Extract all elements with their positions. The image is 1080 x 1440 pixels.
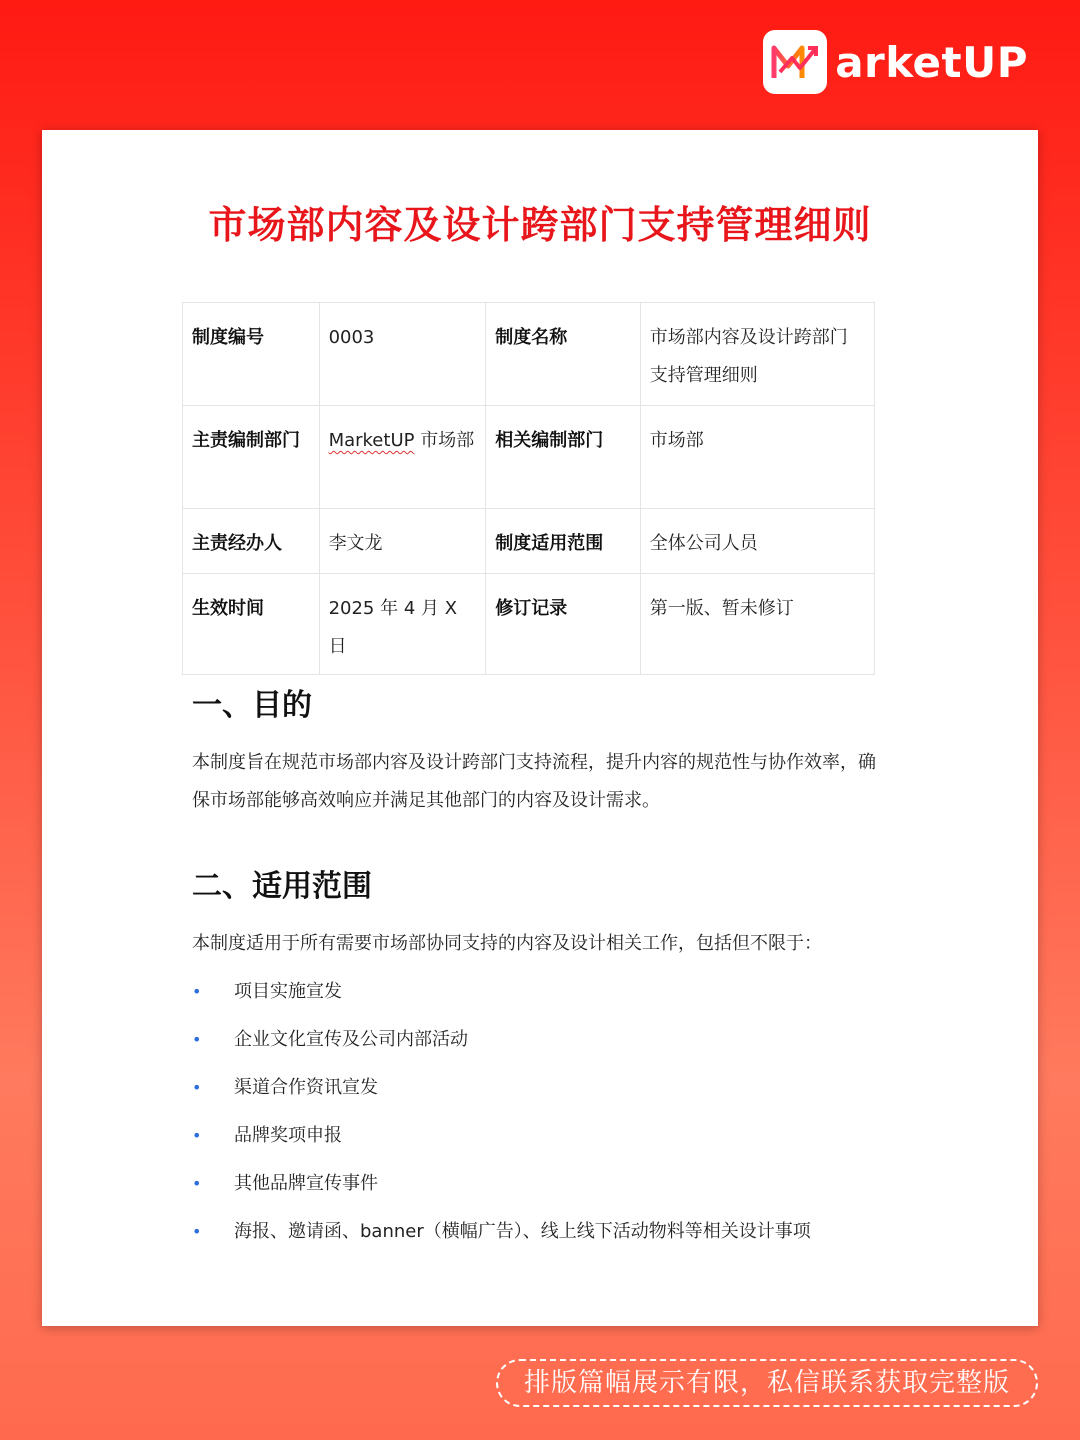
list-item: [192, 1016, 811, 1064]
table-value: 全体公司人员: [640, 509, 874, 574]
table-row: [183, 406, 875, 509]
table-key: 制度编号: [183, 303, 320, 406]
table-key: 主责经办人: [183, 509, 320, 574]
table-row: [183, 574, 875, 675]
table-value: 0003: [319, 303, 486, 406]
section-text-purpose: 本制度旨在规范市场部内容及设计跨部门支持流程，提升内容的规范性与协作效率，确保市场部能够高效响应并满足其他部门的内容及设计需求。: [192, 752, 876, 811]
brand-name: arketUP: [835, 37, 1028, 87]
table-value: 市场部内容及设计跨部门支持管理细则: [640, 303, 874, 406]
table-key: 生效时间: [183, 574, 320, 675]
list-item: [192, 1112, 811, 1160]
list-item-text: 渠道合作资讯宣发: [234, 1077, 378, 1098]
table-value-brand: MarketUP: [328, 430, 415, 451]
m-logo-icon: [763, 30, 827, 94]
meta-table: [182, 302, 875, 675]
table-key: 主责编制部门: [183, 406, 320, 509]
bullet-icon: •: [192, 1174, 202, 1193]
list-item-text: 企业文化宣传及公司内部活动: [234, 1029, 468, 1050]
table-value: [319, 406, 486, 509]
list-item: [192, 968, 811, 1016]
table-row: [183, 303, 875, 406]
list-item-text: 项目实施宣发: [234, 981, 342, 1002]
list-item-text: 其他品牌宣传事件: [234, 1173, 378, 1194]
table-value-tail: 市场部: [414, 430, 475, 451]
table-row: [183, 509, 875, 574]
table-key: 制度名称: [486, 303, 640, 406]
list-item-text: 品牌奖项申报: [234, 1125, 342, 1146]
section-text-scope-intro: 本制度适用于所有需要市场部协同支持的内容及设计相关工作，包括但不限于：: [192, 933, 822, 954]
document-page: [42, 130, 1038, 1326]
table-value: 市场部: [640, 406, 874, 509]
document-title: 市场部内容及设计跨部门支持管理细则: [208, 203, 872, 247]
table-key: 修订记录: [486, 574, 640, 675]
bullet-icon: •: [192, 982, 202, 1001]
bullet-icon: •: [192, 1078, 202, 1097]
bullet-icon: •: [192, 1030, 202, 1049]
list-item-text: 海报、邀请函、banner（横幅广告）、线上线下活动物料等相关设计事项: [234, 1221, 811, 1242]
table-value: 李文龙: [319, 509, 486, 574]
section-heading-purpose: 一、目的: [192, 688, 312, 723]
brand-header: [763, 30, 1028, 94]
list-item: [192, 1208, 811, 1256]
scope-list: [192, 968, 811, 1256]
table-key: 制度适用范围: [486, 509, 640, 574]
bullet-icon: •: [192, 1126, 202, 1145]
list-item: [192, 1160, 811, 1208]
table-key: 相关编制部门: [486, 406, 640, 509]
bullet-icon: •: [192, 1222, 202, 1241]
table-value: 2025 年 4 月 X 日: [319, 574, 486, 675]
footer-note: 排版篇幅展示有限，私信联系获取完整版: [496, 1359, 1038, 1407]
list-item: [192, 1064, 811, 1112]
table-value: 第一版、暂未修订: [640, 574, 874, 675]
section-heading-scope: 二、适用范围: [192, 869, 372, 904]
